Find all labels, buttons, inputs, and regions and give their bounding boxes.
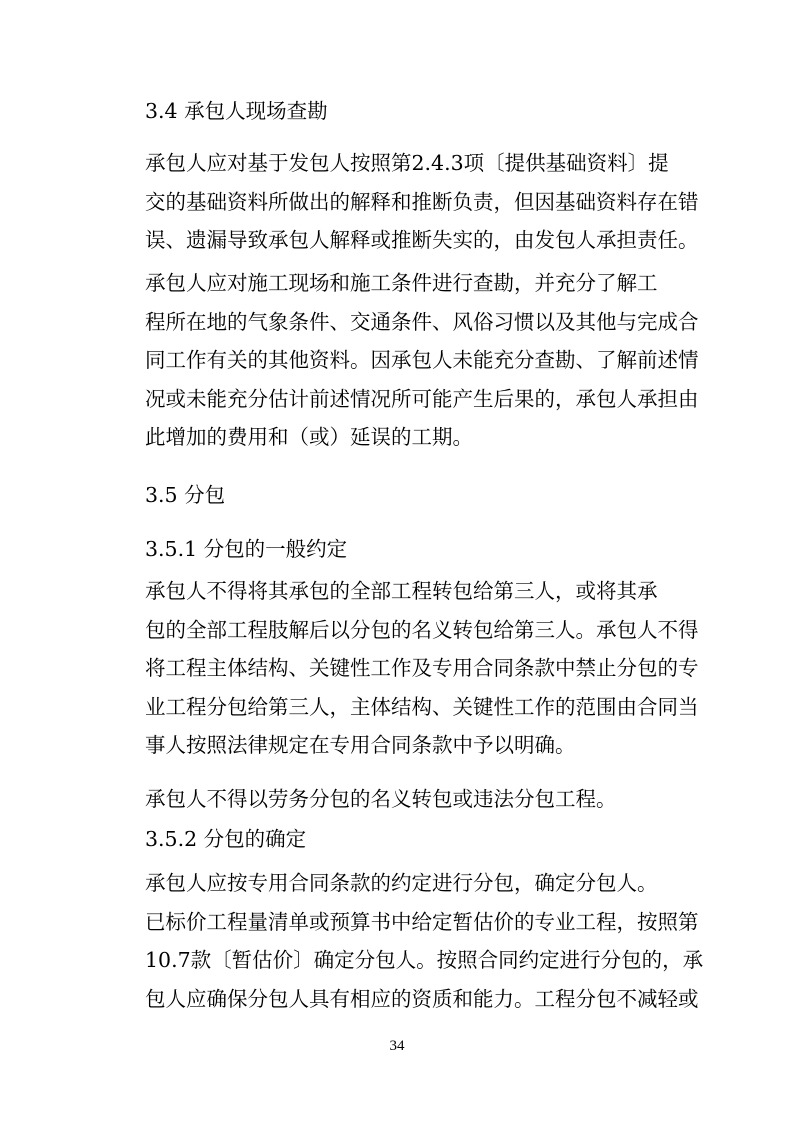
section-3-4-paragraph-2: 承包人应对施工现场和施工条件进行查勘，并充分了解工 程所在地的气象条件、交通条件、风俗习惯以及其他与完成合 同工作有关的其他资料。因承包人未能充分查勘、了解前述情 况或未能充分估计前述情况所可能产生后果的，承包人承担由 此增加的费用和（或）延误的工期。	[145, 271, 699, 449]
section-3-5-1-heading: 3.5.1 分包的一般约定	[145, 537, 348, 561]
section-3-4-heading: 3.4 承包人现场查勘	[145, 99, 328, 123]
section-3-4-paragraph-1: 承包人应对基于发包人按照第2.4.3项〔提供基础资料〕提 交的基础资料所做出的解释和推断负责，但因基础资料存在错 误、遗漏导致承包人解释或推断失实的，由发包人承担责任。	[145, 151, 699, 252]
section-3-5-2-heading: 3.5.2 分包的确定	[145, 827, 307, 851]
page-number: 34	[389, 1038, 405, 1054]
section-3-5-2-paragraph-1: 承包人应按专用合同条款的约定进行分包，确定分包人。 已标价工程量清单或预算书中给定暂估价的专业工程，按照第 10.7款〔暂估价〕确定分包人。按照合同约定进行分包的，承 包人应确保分包人具有相应的资质和能力。工程分包不减轻或	[145, 871, 704, 1011]
section-3-5-heading: 3.5 分包	[145, 483, 226, 507]
section-3-5-1-paragraph-1: 承包人不得将其承包的全部工程转包给第三人，或将其承 包的全部工程肢解后以分包的名义转包给第三人。承包人不得 将工程主体结构、关键性工作及专用合同条款中禁止分包的专 业工程分包给第三人，主体结构、关键性工作的范围由合同当 事人按照法律规定在专用合同条款中予以明确。	[145, 579, 699, 757]
section-3-5-1-paragraph-2: 承包人不得以劳务分包的名义转包或违法分包工程。	[145, 787, 617, 811]
